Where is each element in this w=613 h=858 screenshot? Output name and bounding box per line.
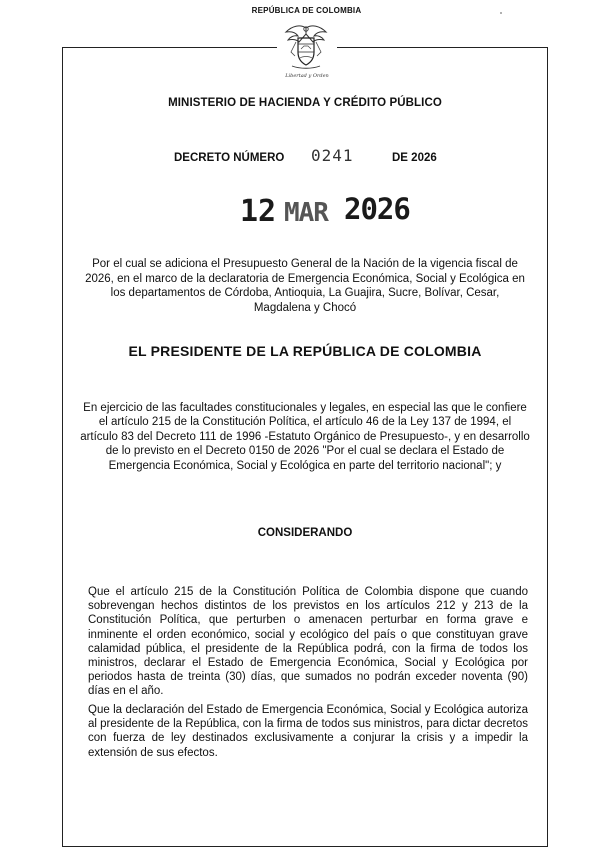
date-stamp-day: 12 xyxy=(240,194,277,229)
legal-powers-text: En ejercicio de las facultades constitucionales y legales, en especial las que le confiere el artículo 215 de la Constitución Política, el artículo 46 de la Ley 137 de 1994, el artículo 83 del Decreto 111 de 1996 -Estatuto Orgánico de Presupuesto-, y en desarrollo de lo previsto en el Decreto 0150 de 2026 "Por el cual se declara el Estado de Emergencia Económica, Social y Ecológica en parte del territorio nacional"; y xyxy=(80,402,530,472)
considering-paragraph: Que el artículo 215 de la Constitución Política de Colombia dispone que cuando sobrevengan hechos distintos de los previstos en los artículos 212 y 213 de la Constitución Política, que perturben o amenacen perturbar en forma grave e inminente el orden económico, social y ecológico del país o que constituyan grave calamidad pública, el presidente de la República podrá, con la firma de todos los ministros, declarar el Estado de Emergencia Económica, Social y Ecológica por periodos hasta de treinta (30) días, que sumados no podrán exceder noventa (90) días en el año. xyxy=(88,586,528,698)
frame-top-left-rule xyxy=(62,47,277,48)
republic-heading: REPÚBLICA DE COLOMBIA xyxy=(251,6,362,15)
date-stamp xyxy=(240,194,430,230)
date-stamp-year: 2026 xyxy=(344,192,410,226)
ministry-title: MINISTERIO DE HACIENDA Y CRÉDITO PÚBLICO xyxy=(168,97,442,109)
considering-paragraph: Que la declaración del Estado de Emergencia Económica, Social y Ecológica autoriza al presidente de la República, con la firma de todos sus ministros, para dictar decretos con fuerza de ley destinados exclusivamente a conjurar la crisis y a impedir la extensión de sus efectos. xyxy=(88,704,528,759)
decree-number: 0241 xyxy=(311,146,354,165)
decree-header xyxy=(0,146,613,172)
date-stamp-month: MAR xyxy=(284,198,328,228)
decree-year: DE 2026 xyxy=(392,152,437,164)
coat-of-arms-icon xyxy=(282,22,330,70)
scan-speck xyxy=(500,12,502,14)
decree-subject: Por el cual se adiciona el Presupuesto General de la Nación de la vigencia fiscal de 2026, en el marco de la declaratoria de Emergencia Económica, Social y Ecológica en los departamentos de Córdoba, Antioquia, La Guajira, Sucre, Bolívar, Cesar, Magdalena y Chocó xyxy=(85,258,525,314)
coat-of-arms-motto: Libertad y Orden xyxy=(285,73,329,79)
issuer-heading: EL PRESIDENTE DE LA REPÚBLICA DE COLOMBIA xyxy=(128,343,482,359)
considering-heading: CONSIDERANDO xyxy=(257,527,353,539)
frame-top-right-rule xyxy=(337,47,548,48)
decree-label: DECRETO NÚMERO xyxy=(174,152,285,164)
